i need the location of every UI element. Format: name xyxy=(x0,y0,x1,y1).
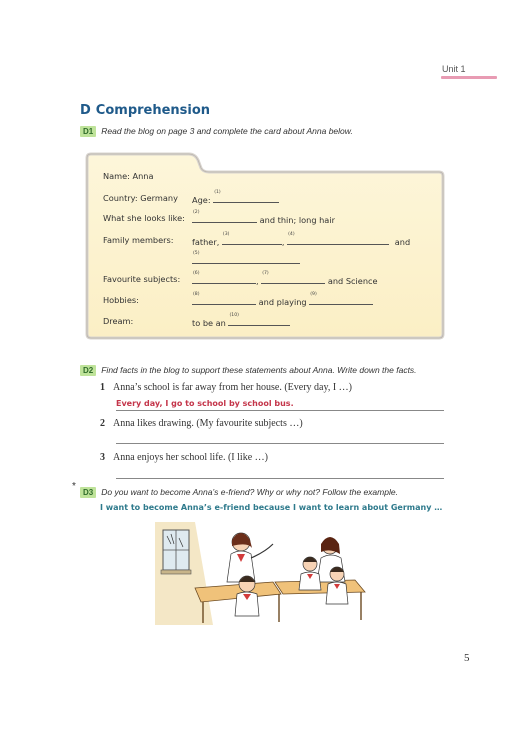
blank-9[interactable] xyxy=(309,292,373,305)
blank-4[interactable] xyxy=(287,232,389,245)
question-3 xyxy=(100,452,268,463)
answer-line-2[interactable] xyxy=(116,443,444,444)
unit-underline xyxy=(441,76,497,79)
d3-example: I want to become Anna’s e-friend because I want to learn about Germany … xyxy=(100,503,443,512)
blank-number: (1) xyxy=(214,190,221,195)
question-number: 1 xyxy=(100,382,105,393)
blank-number: (10) xyxy=(229,313,239,318)
blank-number: (2) xyxy=(193,210,200,215)
question-number: 3 xyxy=(100,452,105,463)
d3-instruction-row xyxy=(80,487,398,498)
section-title xyxy=(80,103,210,118)
card-country: Country: Germany xyxy=(103,193,178,203)
blank-1[interactable] xyxy=(213,190,279,203)
blank-2[interactable] xyxy=(192,210,257,223)
blank-number: (3) xyxy=(222,232,230,237)
blank-number: (4) xyxy=(288,232,295,237)
card-looks-row xyxy=(192,210,335,225)
d3-instruction: Do you want to become Anna’s e-friend? Why or why not? Follow the example. xyxy=(101,487,398,497)
card-hobbies-row xyxy=(192,292,373,307)
classroom-illustration xyxy=(155,522,380,625)
card-age-row xyxy=(192,190,279,205)
blank-6[interactable] xyxy=(192,271,256,284)
student-group-icon xyxy=(299,537,348,604)
blank-number: (8) xyxy=(193,292,200,297)
card-age-label: Age: xyxy=(192,195,211,205)
page-number: 5 xyxy=(464,652,470,664)
challenge-star: * xyxy=(72,481,76,492)
anna-card xyxy=(85,150,446,341)
card-family-label: Family members: xyxy=(103,235,174,245)
card-family-row: father, (3) , (4) and xyxy=(192,232,411,247)
blank-3[interactable] xyxy=(222,232,282,245)
card-dream-label: Dream: xyxy=(103,316,134,326)
card-subjects-row: (6) , (7) and Science xyxy=(193,271,378,286)
card-family-row-2 xyxy=(192,251,300,266)
blank-5[interactable] xyxy=(192,251,300,264)
card-subjects-text: and Science xyxy=(327,276,378,286)
section-name: Comprehension xyxy=(95,103,211,118)
section-letter: D xyxy=(80,103,91,118)
card-looks-text: and thin; long hair xyxy=(259,215,335,225)
blank-7[interactable] xyxy=(261,271,325,284)
card-subjects-label: Favourite subjects: xyxy=(103,274,181,284)
card-and-text: and xyxy=(394,237,411,247)
blank-number: (6) xyxy=(193,271,200,276)
unit-label: Unit 1 xyxy=(442,64,466,74)
blank-number: (5) xyxy=(193,251,200,256)
d2-tag: D2 xyxy=(80,365,96,376)
card-family-text: father, xyxy=(192,237,220,247)
question-number: 2 xyxy=(100,418,105,429)
answer-1: Every day, I go to school by school bus. xyxy=(116,399,294,408)
d2-instruction-row xyxy=(80,365,417,376)
d1-instruction-row xyxy=(80,126,353,137)
answer-line-3[interactable] xyxy=(116,478,444,479)
answer-line-1[interactable] xyxy=(116,410,444,411)
question-text: Anna’s school is far away from her house. (Every day, I …) xyxy=(113,382,352,393)
d1-tag: D1 xyxy=(80,126,96,137)
blank-number: (7) xyxy=(262,271,269,276)
window-icon xyxy=(161,530,191,574)
d2-instruction: Find facts in the blog to support these statements about Anna. Write down the facts. xyxy=(101,365,417,375)
question-text: Anna enjoys her school life. (I like …) xyxy=(113,452,268,463)
student-girl-icon xyxy=(227,533,273,582)
d3-tag: D3 xyxy=(80,487,96,498)
card-hobbies-label: Hobbies: xyxy=(103,295,139,305)
card-dream-text: to be an xyxy=(192,318,226,328)
d1-instruction: Read the blog on page 3 and complete the card about Anna below. xyxy=(101,126,353,136)
card-name: Name: Anna xyxy=(103,171,154,181)
card-dream-row xyxy=(192,313,290,328)
blank-8[interactable] xyxy=(192,292,256,305)
question-text: Anna likes drawing. (My favourite subjects …) xyxy=(113,418,303,429)
blank-number: (9) xyxy=(310,292,317,297)
card-looks-label: What she looks like: xyxy=(103,213,185,223)
question-1 xyxy=(100,382,352,393)
question-2 xyxy=(100,418,303,429)
blank-10[interactable] xyxy=(228,313,290,326)
card-hobbies-text: and playing xyxy=(258,297,307,307)
